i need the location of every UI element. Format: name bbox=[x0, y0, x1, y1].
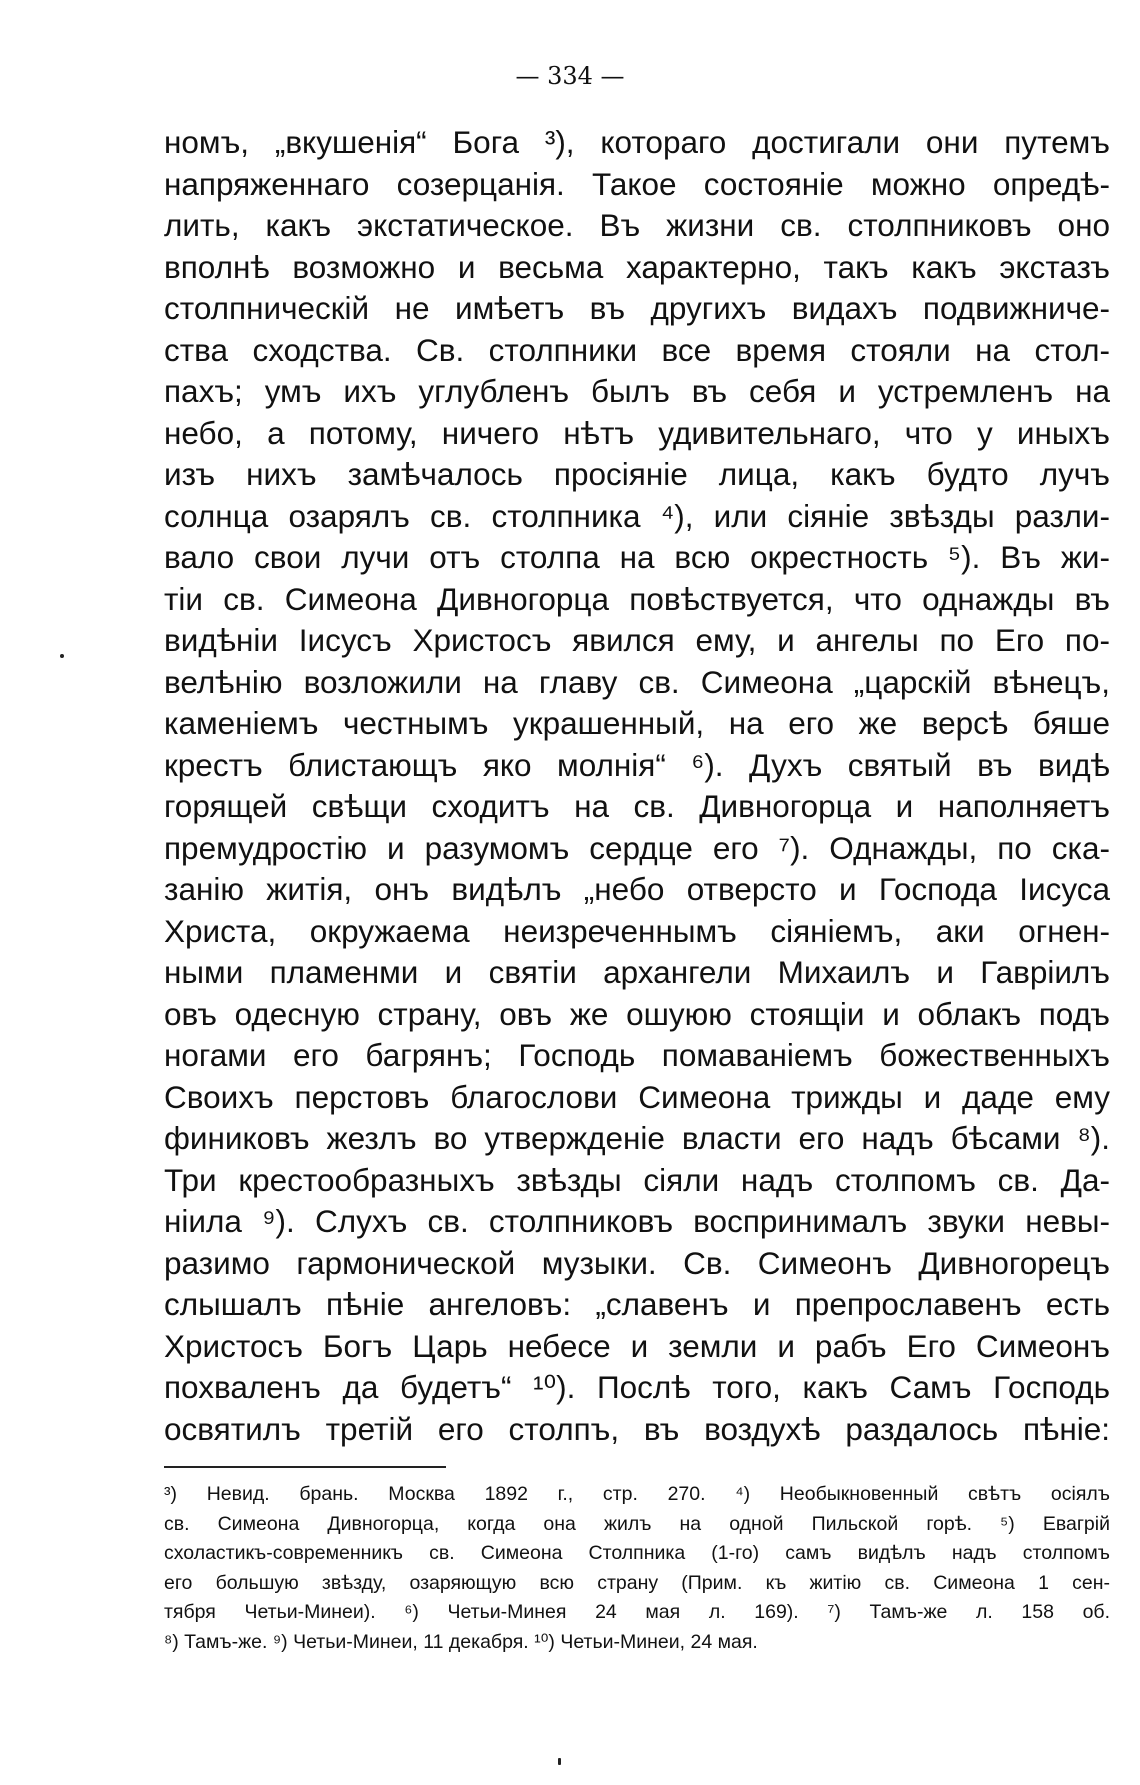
text-line: освятилъ третій его столпъ, въ воздухѣ раздалось пѣніе: bbox=[164, 1410, 1110, 1447]
text-line: горящей свѣщи сходитъ на св. Дивногорца и наполняетъ bbox=[164, 788, 1110, 824]
text-line: напряженнаго созерцанія. Такое состояніе можно опредѣ- bbox=[164, 165, 1110, 202]
text-line: премудростію и разумомъ сердце его ⁷). Однажды, по ска- bbox=[164, 829, 1110, 866]
text-line: слышалъ пѣніе ангеловъ: „славенъ и препрославенъ есть bbox=[164, 1286, 1110, 1322]
text-line: Христосъ Богъ Царь небесе и земли и рабъ Его Симеонъ bbox=[164, 1327, 1110, 1364]
text-line: Христа, окружаема неизреченнымъ сіяніемъ, аки огнен- bbox=[164, 912, 1110, 949]
text-line: Своихъ перстовъ благослови Симеона трижды и даде ему bbox=[164, 1078, 1110, 1115]
page-number: — 334 — bbox=[515, 62, 625, 90]
text-line: номъ, „вкушенія“ Бога ³), котораго достигали они путемъ bbox=[164, 124, 1110, 160]
text-line: столпническій не имѣетъ въ другихъ видахъ подвижниче- bbox=[164, 290, 1110, 326]
text-line: крестъ блистающъ яко молнія“ ⁶). Духъ святый въ видѣ bbox=[164, 746, 1110, 783]
text-line: разимо гармонической музыки. Св. Симеонъ Дивногорецъ bbox=[164, 1244, 1110, 1281]
text-line: Три крестообразныхъ звѣзды сіяли надъ столпомъ св. Да- bbox=[164, 1161, 1110, 1198]
footnote-line: схоластикъ-современникъ св. Симеона Столпника (1-го) самъ видѣлъ надъ столпомъ bbox=[164, 1542, 1110, 1564]
footnotes bbox=[164, 1480, 1110, 1657]
footnote-line: св. Симеона Дивногорца, когда она жилъ на одной Пильской горѣ. ⁵) Евагрій bbox=[164, 1512, 1110, 1535]
text-line: ногами его багрянъ; Господь помаваніемъ божественныхъ bbox=[164, 1037, 1110, 1073]
text-line: похваленъ да будетъ“ ¹⁰). Послѣ того, какъ Самъ Господь bbox=[164, 1369, 1110, 1405]
text-line: финиковъ жезлъ во утвержденіе власти его надъ бѣсами ⁸). bbox=[164, 1120, 1110, 1156]
text-line: велѣнію возложили на главу св. Симеона „царскій вѣнецъ, bbox=[164, 663, 1110, 700]
bottom-speck bbox=[558, 1758, 561, 1765]
text-line: небо, а потому, ничего нѣтъ удивительнаго, что у иныхъ bbox=[164, 414, 1110, 451]
text-line: вполнѣ возможно и весьма характерно, такъ какъ экстазъ bbox=[164, 248, 1110, 285]
text-line: каменіемъ честнымъ украшенный, на его же версѣ бяше bbox=[164, 705, 1110, 741]
footnote-line: его большую звѣзду, озаряющую всю страну (Прим. къ житію св. Симеона 1 сен- bbox=[164, 1571, 1110, 1594]
text-line: ства сходства. Св. столпники все время стояли на стол- bbox=[164, 331, 1110, 368]
footnote-line: ³) Невид. брань. Москва 1892 г., стр. 270. ⁴) Необыкновенный свѣтъ осіялъ bbox=[164, 1483, 1110, 1505]
margin-speck bbox=[60, 654, 64, 658]
footnote-divider bbox=[164, 1466, 446, 1468]
text-line: изъ нихъ замѣчалось просіяніе лица, какъ будто лучъ bbox=[164, 456, 1110, 492]
text-line: солнца озарялъ св. столпника ⁴), или сіяніе звѣзды разли- bbox=[164, 497, 1110, 534]
text-line: пахъ; умъ ихъ углубленъ былъ въ себя и устремленъ на bbox=[164, 373, 1110, 409]
text-line: тіи св. Симеона Дивногорца повѣствуется, что однажды въ bbox=[164, 580, 1110, 617]
text-line: видѣніи Іисусъ Христосъ явился ему, и ангелы по Его по- bbox=[164, 622, 1110, 658]
footnote-line: ⁸) Тамъ-же. ⁹) Четьи-Минеи, 11 декабря. ¹⁰) Четьи-Минеи, 24 мая. bbox=[164, 1630, 758, 1653]
main-text bbox=[164, 122, 1110, 1450]
text-line: ніила ⁹). Слухъ св. столпниковъ воспринималъ звуки невы- bbox=[164, 1203, 1110, 1239]
text-line: занію житія, онъ видѣлъ „небо отверсто и Господа Іисуса bbox=[164, 871, 1110, 907]
footnote-line: тября Четьи-Минеи). ⁶) Четьи-Минея 24 мая л. 169). ⁷) Тамъ-же л. 158 об. bbox=[164, 1601, 1110, 1623]
text-line: овъ одесную страну, овъ же ошуюю стоящіи и облакъ подъ bbox=[164, 995, 1110, 1032]
text-line: вало свои лучи отъ столпа на всю окрестность ⁵). Въ жи- bbox=[164, 539, 1110, 575]
text-line: ными пламенми и святіи архангели Михаилъ и Гавріилъ bbox=[164, 954, 1110, 990]
text-line: лить, какъ экстатическое. Въ жизни св. столпниковъ оно bbox=[164, 207, 1110, 243]
